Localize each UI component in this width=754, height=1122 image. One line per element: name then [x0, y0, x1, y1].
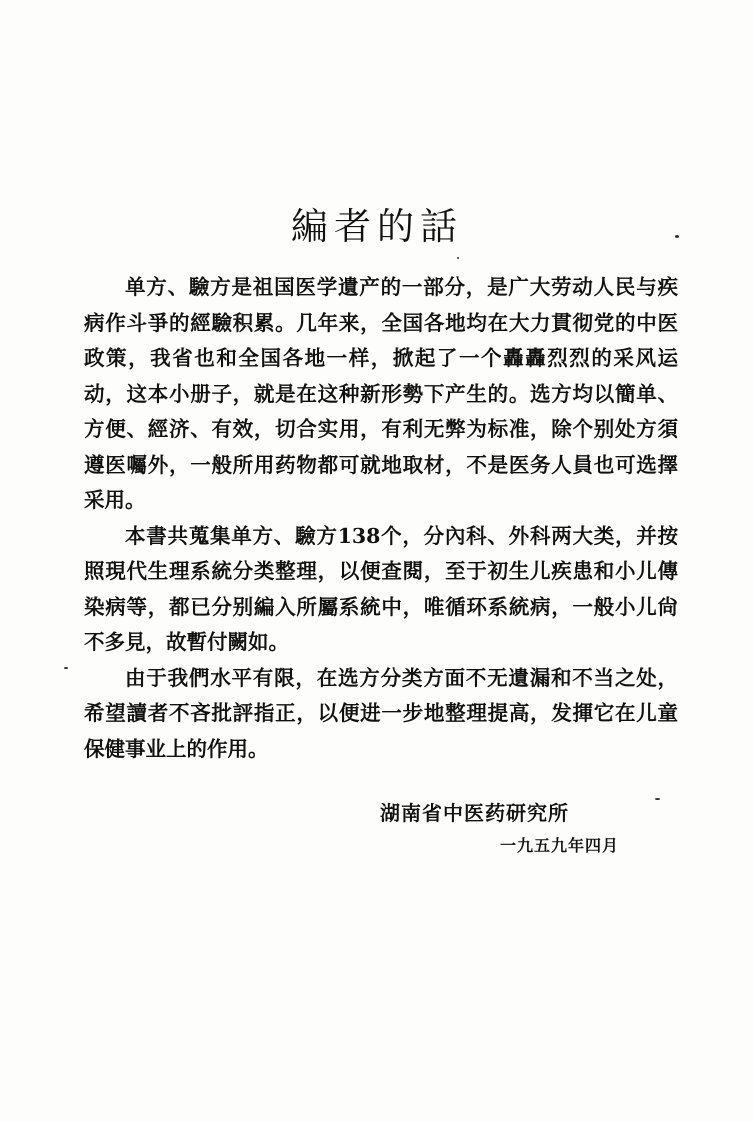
document-body — [84, 270, 678, 767]
signature: 湖南省中医药研究所 — [380, 801, 569, 825]
date: 一九五九年四月 — [500, 836, 620, 855]
scan-speck — [64, 667, 68, 669]
page-title: 編者的話 — [291, 205, 463, 248]
scan-speck — [457, 257, 459, 259]
paragraph-1: 单方、驗方是祖国医学遺产的一部分，是广大劳动人民与疾病作斗爭的經驗积累。几年来，全国各地均在大力貫彻党的中医政策，我省也和全国各地一样，掀起了一个轟轟烈烈的采风运动，这本小册子，就是在这种新形勢下产生的。选方均以簡单、方便、經济、有效，切合实用，有利无弊为标准，除个别处方須遵医囑外，一般所用药物都可就地取材，不是医务人員也可选擇采用。 — [84, 275, 678, 512]
scan-speck — [675, 235, 679, 238]
scan-speck — [655, 798, 660, 800]
paragraph-2: 本書共蒐集单方、驗方138个，分內科、外科两大类，并按照現代生理系統分类整理，以便查閱，至于初生儿疾患和小儿傳染病等，都已分别編入所屬系統中，唯循环系統病，一般小儿尙不多見，故暫付闕如。 — [84, 523, 678, 654]
paragraph-3: 由于我們水平有限，在选方分类方面不无遺漏和不当之处，希望讀者不吝批評指正，以便进一步地整理提高，发揮它在儿童保健事业上的作用。 — [84, 665, 678, 761]
